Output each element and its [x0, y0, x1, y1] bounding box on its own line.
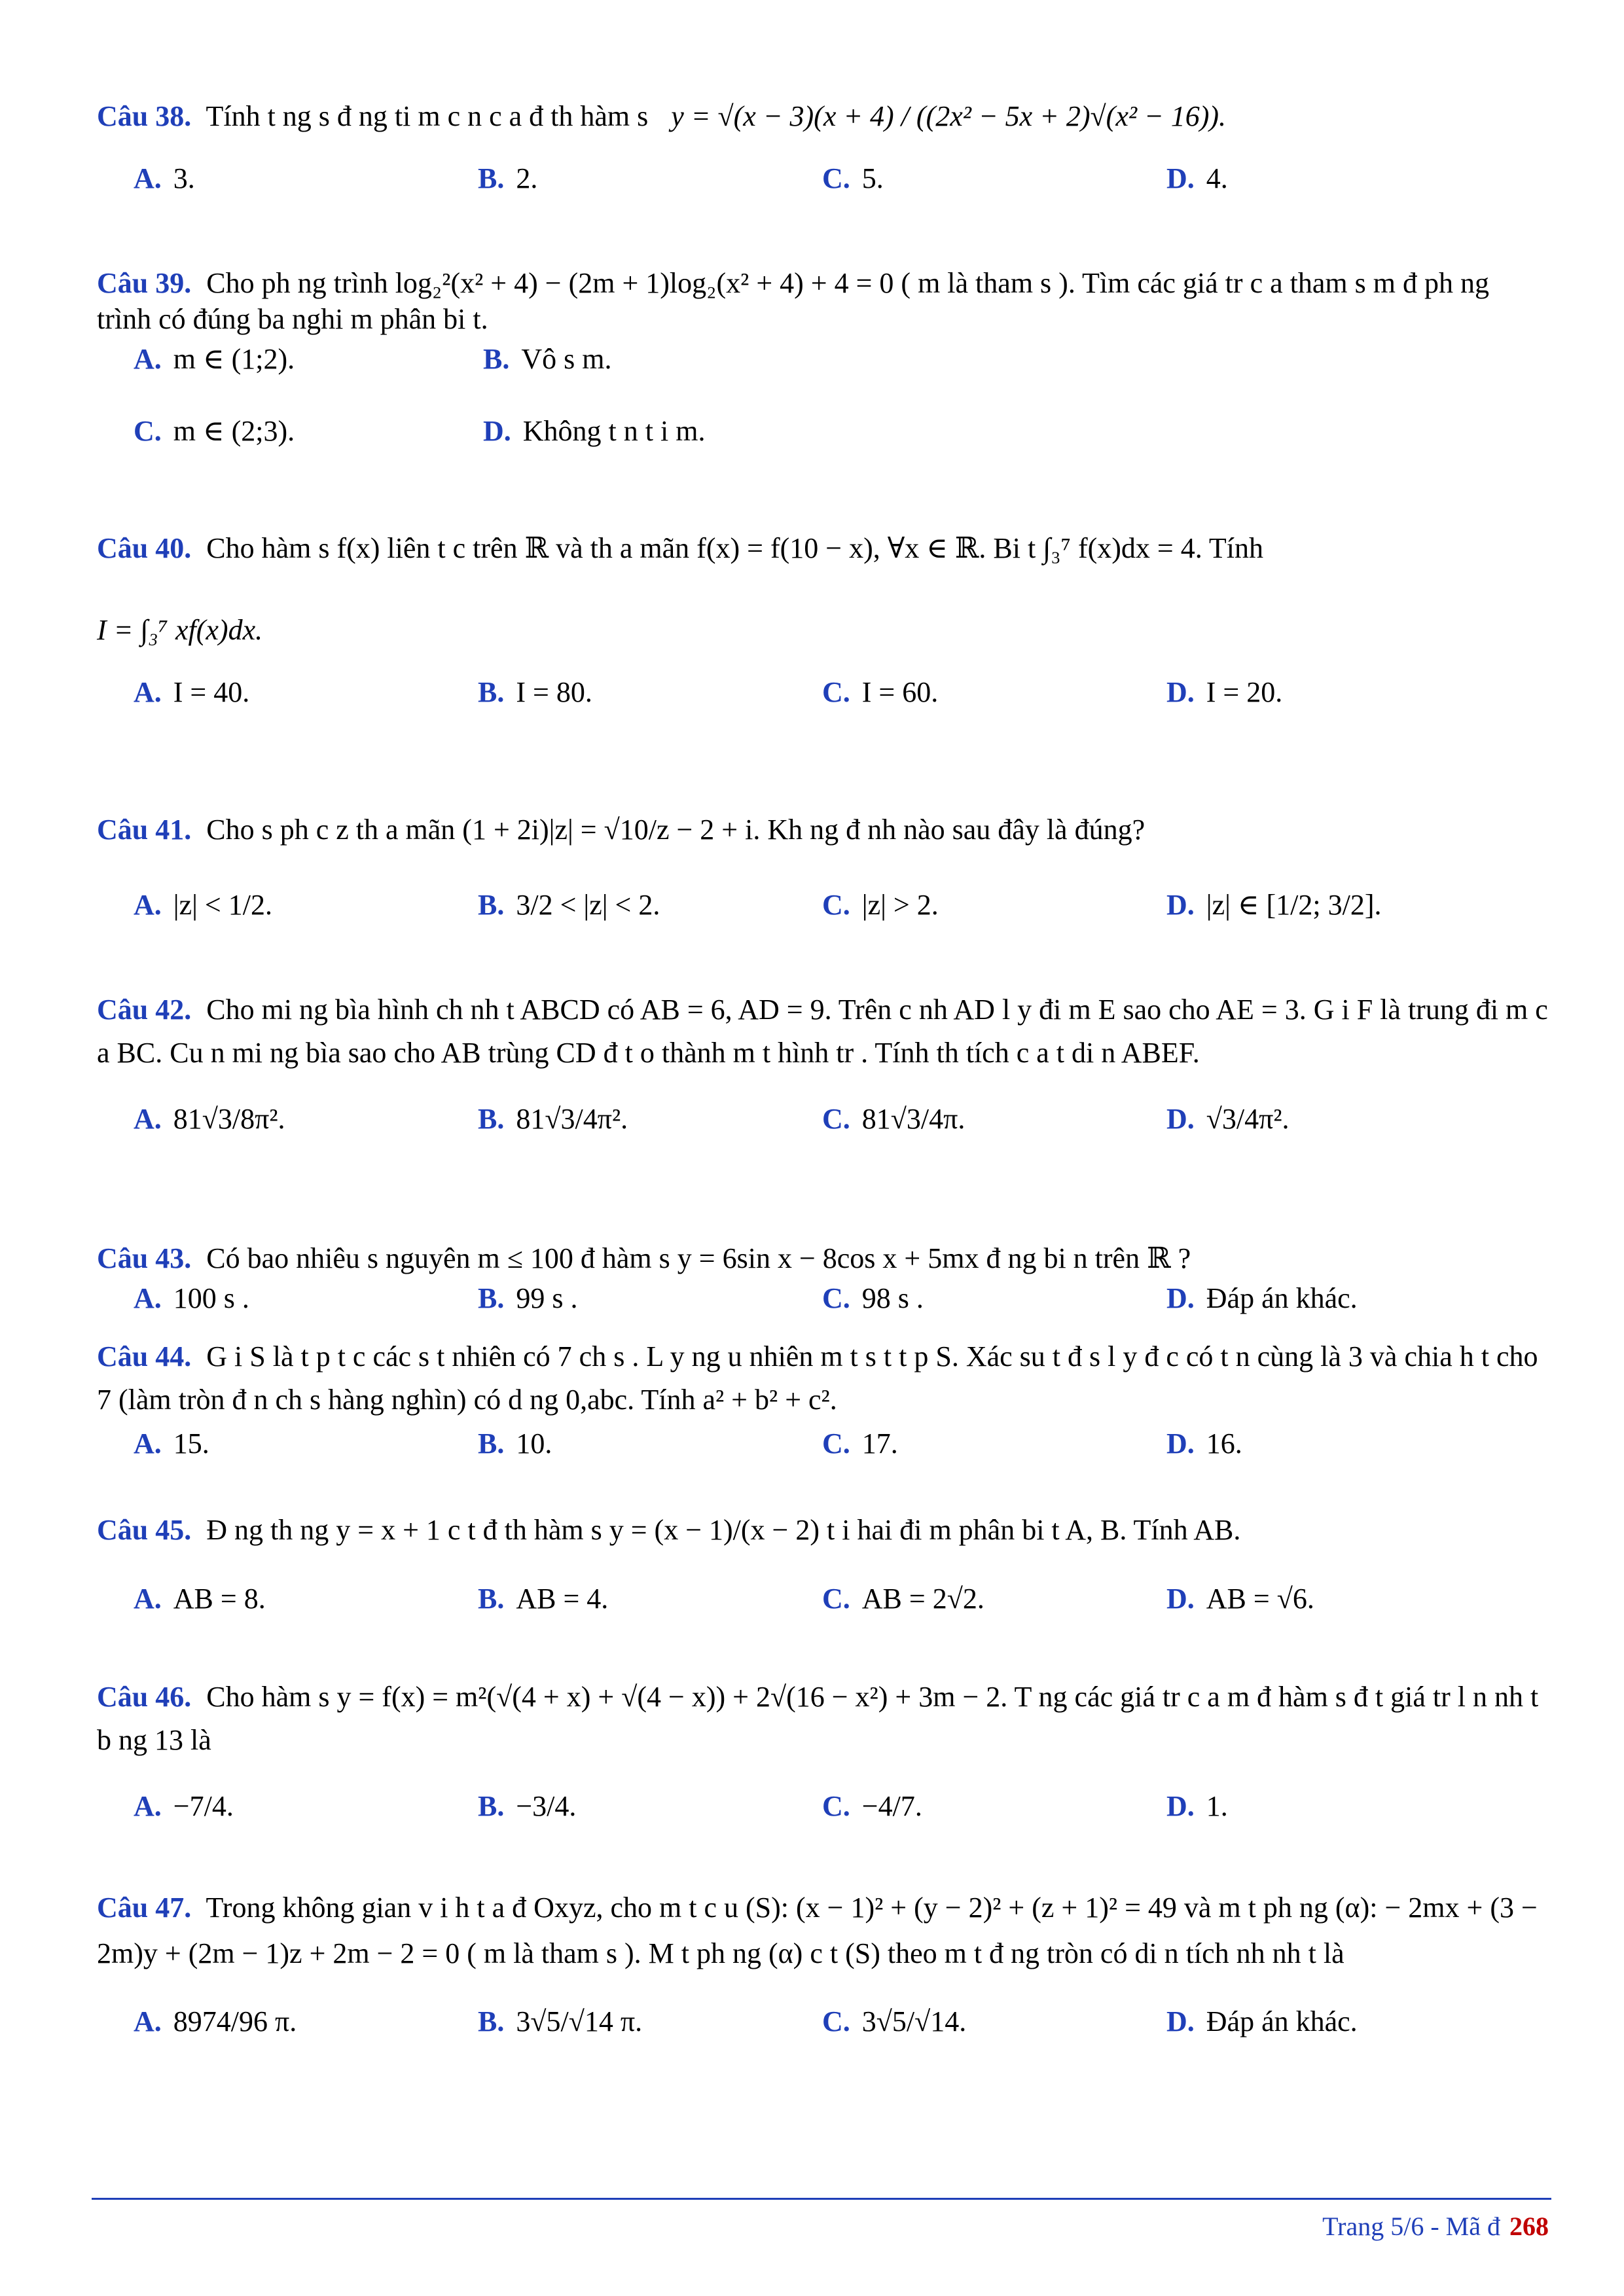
option-d[interactable]: D. Đáp án khác. — [1166, 1282, 1358, 1314]
question-stem — [97, 812, 1550, 848]
options-row — [97, 1788, 1550, 1840]
option-b[interactable]: B. 99 s . — [478, 1282, 578, 1314]
option-a[interactable]: A. 81√3/8π². — [134, 1103, 285, 1135]
option-d[interactable]: D. AB = √6. — [1166, 1583, 1314, 1615]
option-c[interactable]: C. AB = 2√2. — [822, 1583, 984, 1615]
options-row — [97, 1581, 1550, 1633]
question-stem — [97, 1512, 1550, 1548]
question-stem — [97, 988, 1550, 1075]
option-a[interactable]: A. 100 s . — [134, 1282, 249, 1314]
question-44 — [97, 1335, 1550, 1478]
option-a[interactable]: A. AB = 8. — [134, 1583, 266, 1615]
question-text: G i S là t p t c các s t nhiên có 7 ch s . L y ng u nhiên m t s t t p S. Xác su t đ s l y đ c có t n cùng là 3 và chia h t cho 7 (làm tròn đ n ch s hàng nghìn) có d ng 0,abc. Tính a² + b² + c². — [97, 1340, 1538, 1416]
option-d[interactable]: D. 16. — [1166, 1427, 1242, 1460]
options-row — [97, 1101, 1550, 1153]
question-number: Câu 41. — [97, 814, 192, 846]
question-39 — [97, 265, 1550, 465]
options-row — [97, 160, 1550, 213]
question-stem — [97, 265, 1550, 337]
question-43 — [97, 1240, 1550, 1333]
option-b[interactable]: B. −3/4. — [478, 1790, 577, 1822]
option-d[interactable]: D. √3/4π². — [1166, 1103, 1290, 1135]
option-c[interactable]: C. |z| > 2. — [822, 889, 939, 921]
question-text: Cho s ph c z th a mãn (1 + 2i)|z| = √10/z − 2 + i. Kh ng đ nh nào sau đây là đúng? — [206, 814, 1146, 846]
question-text: Tính t ng s đ ng ti m c n c a đ th hàm s — [206, 100, 649, 132]
options-row — [97, 674, 1550, 726]
options-row — [97, 341, 1550, 393]
option-c[interactable]: C. m ∈ (2;3). — [134, 415, 295, 447]
question-stem — [97, 1335, 1550, 1422]
option-c[interactable]: C. 3√5/√14. — [822, 2005, 967, 2037]
question-number: Câu 38. — [97, 100, 192, 132]
option-c[interactable]: C. 81√3/4π. — [822, 1103, 965, 1135]
option-a[interactable]: A. |z| < 1/2. — [134, 889, 272, 921]
question-number: Câu 40. — [97, 532, 192, 564]
question-text: Cho hàm s f(x) liên t c trên ℝ và th a mãn f(x) = f(10 − x), ∀x ∈ ℝ. Bi t ∫₃⁷ f(x)dx = 4. Tính — [206, 532, 1264, 564]
option-b[interactable]: B. 2. — [478, 162, 538, 194]
question-47 — [97, 1885, 1550, 2056]
options-row — [97, 887, 1550, 939]
question-40 — [97, 530, 1550, 726]
options-row — [97, 2003, 1550, 2056]
question-number: Câu 42. — [97, 994, 192, 1026]
option-c[interactable]: C. 17. — [822, 1427, 898, 1460]
option-d[interactable]: D. Không t n t i m. — [483, 415, 706, 447]
option-c[interactable]: C. I = 60. — [822, 676, 939, 708]
option-a[interactable]: A. 8974/96 π. — [134, 2005, 297, 2037]
option-a[interactable]: A. −7/4. — [134, 1790, 234, 1822]
question-text: Cho mi ng bìa hình ch nh t ABCD có AB = 6, AD = 9. Trên c nh AD l y đi m E sao cho AE = 3. G i F là trung đi m c a BC. Cu n mi ng bìa sao cho AB trùng CD đ t o thành m t hình tr . Tính th tích c a t di n ABEF. — [97, 994, 1548, 1069]
option-b[interactable]: B. AB = 4. — [478, 1583, 609, 1615]
question-text: Trong không gian v i h t a đ Oxyz, cho m t c u (S): (x − 1)² + (y − 2)² + (z + 1)² = 49 và m t ph ng (α): − 2mx + (3 − 2m)y + (2m − 1)z + 2m − 2 = 0 ( m là tham s ). M t ph ng (α) c t (S) theo m t đ ng tròn có di n tích nh nh t là — [97, 1892, 1538, 1970]
option-d[interactable]: D. 4. — [1166, 162, 1228, 194]
question-41 — [97, 812, 1550, 939]
option-c[interactable]: C. −4/7. — [822, 1790, 922, 1822]
question-number: Câu 45. — [97, 1514, 192, 1546]
formula: I = ∫₃⁷ xf(x)dx. — [97, 614, 263, 646]
question-46 — [97, 1676, 1550, 1840]
option-d[interactable]: D. Đáp án khác. — [1166, 2005, 1358, 2037]
option-b[interactable]: B. 10. — [478, 1427, 552, 1460]
question-number: Câu 44. — [97, 1340, 192, 1372]
question-stem — [97, 530, 1550, 566]
option-d[interactable]: D. I = 20. — [1166, 676, 1283, 708]
question-number: Câu 46. — [97, 1681, 192, 1713]
option-a[interactable]: A. I = 40. — [134, 676, 250, 708]
question-text: Cho hàm s y = f(x) = m²(√(4 + x) + √(4 − x)) + 2√(16 − x²) + 3m − 2. T ng các giá tr c a m đ hàm s đ t giá tr l n nh t b ng 13 là — [97, 1681, 1539, 1756]
formula: y = √(x − 3)(x + 4) / ((2x² − 5x + 2)√(x² − 16)). — [671, 100, 1227, 132]
question-stem — [97, 1240, 1550, 1276]
option-c[interactable]: C. 98 s . — [822, 1282, 924, 1314]
page-number: Trang 5/6 - Mã đ — [1322, 2212, 1500, 2241]
question-stem — [97, 98, 1550, 134]
question-text: Đ ng th ng y = x + 1 c t đ th hàm s y = (x − 1)/(x − 2) t i hai đi m phân bi t A, B. Tính AB. — [206, 1514, 1241, 1546]
options-row — [97, 1426, 1550, 1478]
question-stem — [97, 1676, 1550, 1762]
option-d[interactable]: D. 1. — [1166, 1790, 1228, 1822]
footer-divider — [92, 2198, 1551, 2200]
option-b[interactable]: B. 3/2 < |z| < 2. — [478, 889, 660, 921]
question-42 — [97, 988, 1550, 1153]
question-stem — [97, 1885, 1550, 1977]
option-a[interactable]: A. m ∈ (1;2). — [134, 343, 295, 375]
question-number: Câu 39. — [97, 267, 192, 299]
options-row — [97, 413, 1550, 465]
page-footer — [1322, 2211, 1549, 2242]
option-d[interactable]: D. |z| ∈ [1/2; 3/2]. — [1166, 889, 1382, 921]
option-b[interactable]: B. I = 80. — [478, 676, 592, 708]
question-number: Câu 47. — [97, 1892, 192, 1924]
exam-code: 268 — [1509, 2212, 1549, 2241]
question-text: Cho ph ng trình log₂²(x² + 4) − (2m + 1)log₂(x² + 4) + 4 = 0 ( m là tham s ). Tìm các giá tr c a tham s m đ ph ng trình có đúng ba nghi m phân bi t. — [97, 267, 1489, 335]
question-number: Câu 43. — [97, 1242, 192, 1274]
question-38 — [97, 98, 1550, 213]
options-row — [97, 1280, 1550, 1333]
option-b[interactable]: B. 81√3/4π². — [478, 1103, 628, 1135]
question-text: Có bao nhiêu s nguyên m ≤ 100 đ hàm s y = 6sin x − 8cos x + 5mx đ ng bi n trên ℝ ? — [206, 1242, 1191, 1274]
option-c[interactable]: C. 5. — [822, 162, 884, 194]
option-b[interactable]: B. Vô s m. — [483, 343, 612, 375]
question-45 — [97, 1512, 1550, 1633]
option-a[interactable]: A. 15. — [134, 1427, 209, 1460]
option-b[interactable]: B. 3√5/√14 π. — [478, 2005, 643, 2037]
option-a[interactable]: A. 3. — [134, 162, 195, 194]
